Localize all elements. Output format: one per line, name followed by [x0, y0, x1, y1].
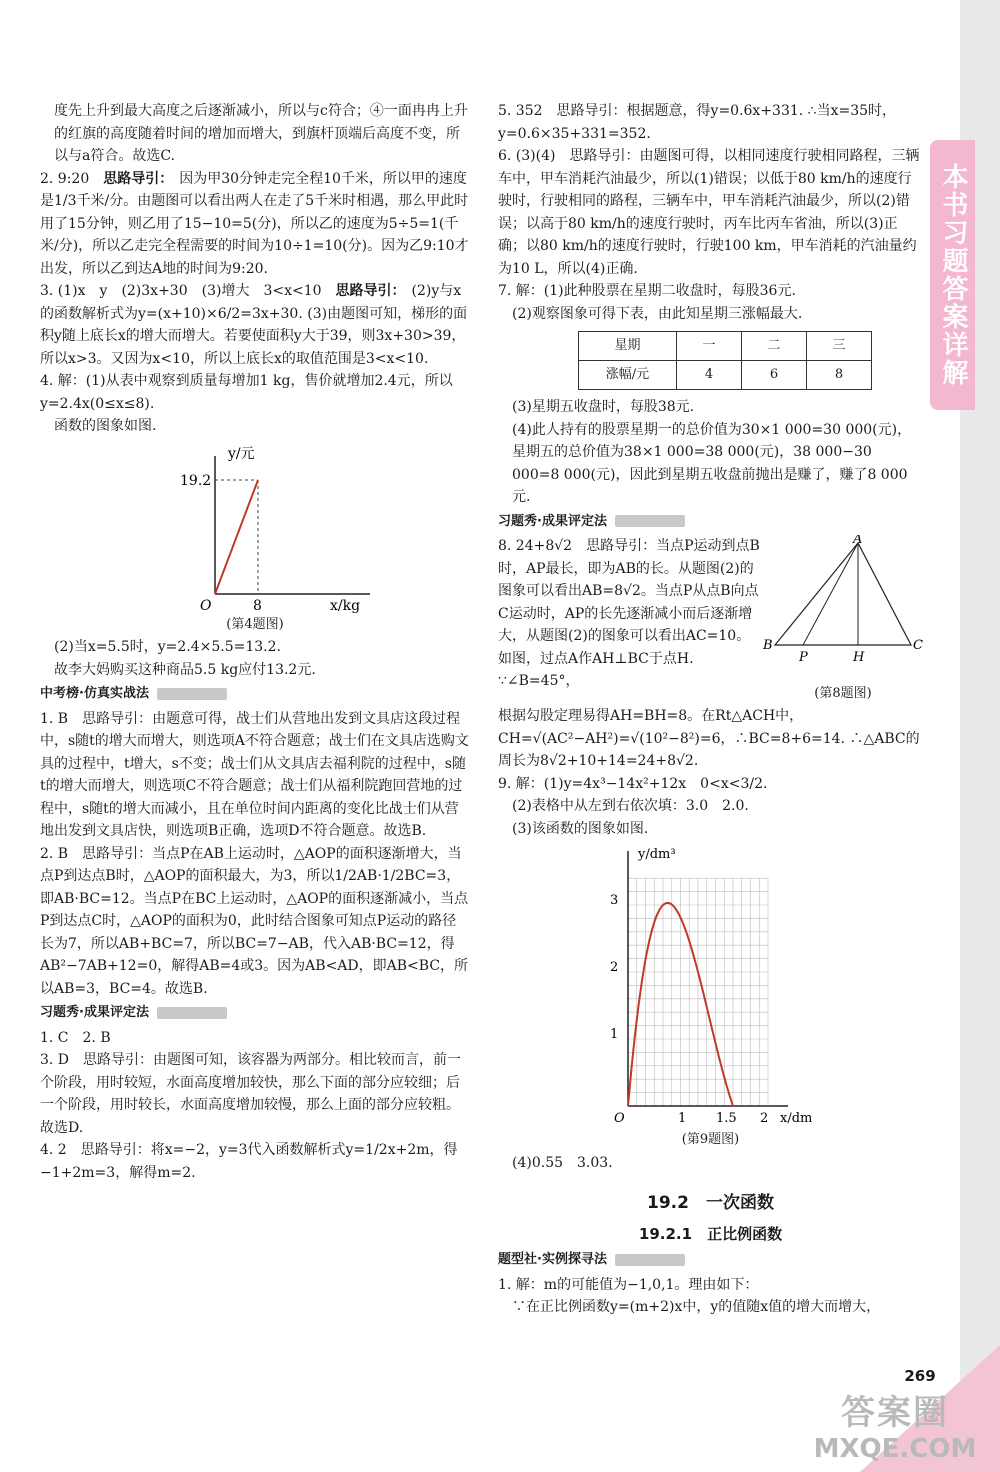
- label-p: P: [799, 650, 808, 665]
- watermark-url: MXQE.COM: [813, 1434, 977, 1464]
- figure-4-graph: [40, 444, 470, 614]
- section-tag: [615, 1254, 685, 1266]
- paragraph: (2)当x=5.5时，y=2.4×5.5=13.2.: [54, 639, 281, 655]
- question-1-2: 1. C 2. B: [40, 1029, 111, 1046]
- table-row: [579, 332, 872, 361]
- question-1: 1. B 思路导引：由题意可得，战士们从营地出发到文具店这段过程中，s随t的增大而增大，则选项A不符合题意；战士们在文具店选购文具的过程中，t增大，s不变；战士们从文具店去福利院的过程中，s随t的增大而增大，则选项C不符合题意；战士们从福利院跑回营地的过程中，s随t的增大而减小，且在单位时间内距离的变化比战士们从营地出发到文具店快，则选项B正确，选项D不符合题意。故选B.: [40, 710, 469, 839]
- section-tag: [615, 515, 685, 527]
- section-heading: [498, 511, 923, 534]
- label-a: A: [853, 535, 863, 547]
- section-title: 题型社·实例探寻法: [498, 1252, 607, 1267]
- section-subheading: 19.2.1 正比例函数: [638, 1224, 783, 1243]
- label-h: H: [853, 650, 865, 665]
- paragraph: (4)0.55 3.03.: [512, 1154, 613, 1171]
- section-heading: [40, 683, 470, 706]
- table-cell: 星期: [579, 332, 677, 361]
- y-tick: 19.2: [180, 472, 212, 489]
- guide-label: 思路导引：: [103, 170, 174, 187]
- function-line: [215, 480, 258, 594]
- answer: 2. 9:20: [40, 170, 90, 187]
- paragraph: (2)表格中从左到右依次填：3.0 2.0.: [512, 798, 749, 814]
- origin-label: O: [200, 597, 212, 614]
- table-cell: 8: [807, 361, 872, 390]
- watermark: [800, 1385, 990, 1464]
- paragraph: (3)该函数的图象如图.: [512, 820, 649, 837]
- x-tick: 1: [678, 1111, 687, 1126]
- question-6: 6. (3)(4) 思路导引：由题图可得，以相同速度行驶相同路程，三辆车中，甲车消耗汽油最少，所以(1)错误；以低于80 km/h的速度行驶时，行驶相同的路程，三辆车中，甲车消耗汽油最少，所以(2)错误；以高于80 km/h的速度行驶时，丙车比丙车省油，所以(3)正确；以80 km/h的速度行驶时，行驶100 km，甲车消耗的汽油量约为10 L，所以(4)正确.: [498, 148, 920, 277]
- figure-8: [763, 535, 923, 705]
- explanation: 因为甲30分钟走完全程10千米，所以甲的速度是1/3千米/分。由题图可以看出两人在走了5千米时相遇，那么甲此时用了15分钟，则乙用了15−10=5(分)，所以乙的速度为5÷5=1(千米/分)，所以乙走完全程需要的时间为10÷1=10(分)。因为乙9:10才出发，所以乙到达A地的时间为9:20.: [40, 170, 469, 277]
- paragraph: (2)观察图象可得下表，由此知星期三涨幅最大.: [512, 305, 803, 322]
- table-row: [579, 361, 872, 390]
- x-axis-label: x/dm: [780, 1111, 813, 1126]
- right-column: [498, 100, 923, 1319]
- question-5: 5. 352 思路导引：根据题意，得y=0.6x+331. ∴当x=35时，y=0.6×35+331=352.: [498, 103, 897, 142]
- figure-caption: (第4题图): [226, 616, 284, 632]
- paragraph: ∵在正比例函数y=(m+2)x中，y的值随x值的增大而增大，: [512, 1299, 881, 1315]
- figure-caption: (第9题图): [681, 1132, 740, 1147]
- y-axis-label: y/元: [228, 445, 255, 462]
- side-tab: 本书习题答案详解: [930, 140, 975, 410]
- question-7: 7. 解：(1)此种股票在星期二收盘时，每股36元.: [498, 283, 796, 299]
- triangle: [775, 543, 911, 645]
- section-tag: [157, 688, 227, 700]
- section-tag: [157, 1007, 227, 1019]
- table-cell: 三: [807, 332, 872, 361]
- y-tick: 3: [610, 893, 619, 908]
- question-8-block: [498, 535, 923, 705]
- question-2: [40, 168, 470, 281]
- table-cell: 一: [677, 332, 742, 361]
- y-tick: 1: [610, 1027, 619, 1042]
- table-cell: 二: [742, 332, 807, 361]
- guide-label: 思路导引：: [335, 283, 406, 299]
- grid: [628, 878, 768, 1106]
- section-title: 习题秀·成果评定法: [40, 1005, 149, 1020]
- x-tick: 8: [253, 597, 262, 614]
- paragraph: (3)星期五收盘时，每股38元.: [512, 399, 695, 415]
- x-tick: 2: [760, 1111, 769, 1126]
- answer: 3. (1)x y (2)3x+30 (3)增大 3<x<10: [40, 283, 322, 299]
- figure-8-triangle: [763, 535, 923, 675]
- table-cell: 4: [677, 361, 742, 390]
- figure-9-graph: [498, 846, 923, 1131]
- label-c: C: [913, 638, 923, 653]
- figure-9: [498, 846, 923, 1131]
- paragraph: (4)此人持有的股票星期一的总价值为30×1 000=30 000(元)，星期五的总价值为38×1 000=38 000(元)，38 000−30 000=8 000(元)，因此到星期五收盘前抛出是赚了，赚了8 000元.: [512, 421, 912, 505]
- question-1: 1. 解：m的可能值为−1,0,1。理由如下：: [498, 1276, 759, 1293]
- question-3: [40, 280, 470, 370]
- section-heading: [40, 1002, 470, 1025]
- question-2: 2. B 思路导引：当点P在AB上运动时，△AOP的面积逐渐增大，当点P到达点B时，△AOP的面积最大，为3，所以1/2AB·1/2BC=3，即AB·BC=12。当点P在BC上运动时，△AOP的面积逐渐减小，当点P到达点C时，△AOP的面积为0，此时结合图象可知点P运动的路径长为7，所以AB+BC=7，所以BC=7−AB，代入AB·BC=12，得AB²−7AB+12=0，解得AB=4或3。因为AB<AD，即AB<BC，所以AB=3，BC=4。故选B.: [40, 845, 469, 997]
- explanation: (2)y与x的函数解析式为y=(x+10)×6/2=3x+30. (3)由题图可知，梯形的面积y随上底长x的增大而增大。若要使面积y大于39，则3x+30>39，所以x>3。又因为x<10，所以上底长x的取值范围是3<x<10.: [40, 283, 468, 367]
- paragraph: 度先上升到最大高度之后逐渐减小，所以与c符合；④一面冉冉上升的红旗的高度随着时间的增加而增大，到旗杆顶端后高度不变，所以与a符合。故选C.: [54, 103, 468, 164]
- x-tick: 1.5: [716, 1111, 737, 1126]
- table-cell: 6: [742, 361, 807, 390]
- question-3: 3. D 思路导引：由题图可知，该容器为两部分。相比较而言，前一个阶段，用时较短，水面高度增加较快，那么下面的部分应较细；后一个阶段，用时较长，水面高度增加较慢，那么上面的部分应较粗。故选D.: [40, 1052, 462, 1136]
- question-4: 4. 解：(1)从表中观察到质量每增加1 kg，售价就增加2.4元，所以y=2.4x(0≤x≤8).: [40, 373, 453, 412]
- paragraph: 根据勾股定理易得AH=BH=8。在Rt△ACH中，CH=√(AC²−AH²)=√(10²−8²)=6，∴BC=8+6=14. ∴△ABC的周长为8√2+10+14=24+8√2.: [498, 708, 920, 769]
- data-table: [578, 331, 872, 390]
- label-b: B: [763, 638, 773, 653]
- origin-label: O: [614, 1111, 625, 1126]
- y-tick: 2: [610, 960, 619, 975]
- paragraph: 故李大妈购买这种商品5.5 kg应付13.2元.: [54, 661, 316, 678]
- question-8: 8. 24+8√2 思路导引：当点P运动到点B时，AP最长，即为AB的长。从题图(2)的图象可以看出AB=8√2。当点P从点B向点C运动时，AP的长先逐渐减小而后逐渐增大，从题图(2)的图象可以看出AC=10。如图，过点A作AH⊥BC于点H. ∵∠B=45°，: [498, 538, 760, 689]
- table-cell: 涨幅/元: [579, 361, 677, 390]
- question-4: 4. 2 思路导引：将x=−2，y=3代入函数解析式y=1/2x+2m，得−1+2m=3，解得m=2.: [40, 1142, 458, 1181]
- section-title: 习题秀·成果评定法: [498, 513, 607, 529]
- watermark-logo: 答案圈: [841, 1393, 949, 1433]
- figure-caption: (第8题图): [814, 685, 872, 701]
- section-heading: [498, 1249, 923, 1272]
- page-number: 269: [904, 1367, 936, 1385]
- section-title: 中考榜·仿真实战法: [40, 686, 149, 701]
- question-9: 9. 解：(1)y=4x³−14x²+12x 0<x<3/2.: [498, 775, 768, 792]
- left-column: [40, 100, 470, 1184]
- x-axis-label: x/kg: [330, 597, 361, 614]
- graph-intro: 函数的图象如图.: [54, 418, 157, 434]
- chapter-heading: 19.2 一次函数: [647, 1193, 774, 1213]
- y-axis-label: y/dm³: [638, 847, 676, 862]
- segment-ap: [803, 543, 858, 645]
- figure-4: [40, 444, 470, 614]
